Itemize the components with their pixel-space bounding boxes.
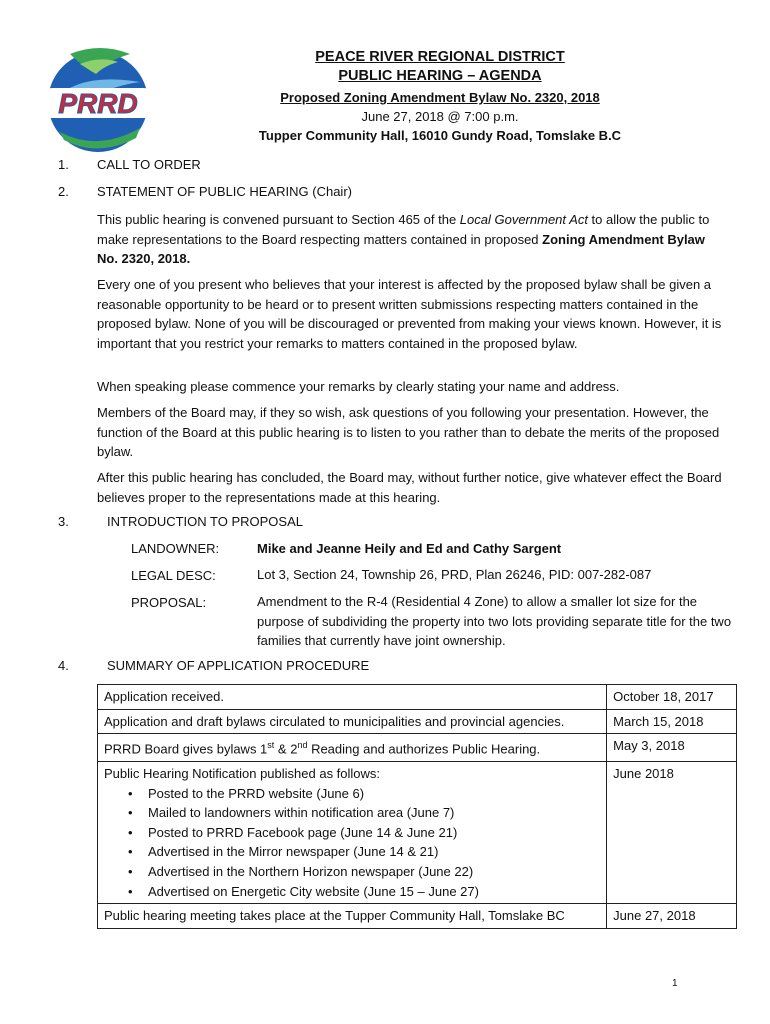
legal-desc-label: LEGAL DESC: [131, 568, 216, 583]
list-item: • Advertised in the Northern Horizon newspaper (June 22) [126, 862, 600, 882]
table-cell-date: March 15, 2018 [607, 709, 737, 734]
district-title: PEACE RIVER REGIONAL DISTRICT [315, 49, 565, 65]
application-procedure-table [97, 684, 737, 929]
list-item: • Advertised on Energetic City website (June 15 – June 27) [126, 882, 600, 902]
reading-text-3: Reading and authorizes Public Hearing. [307, 741, 541, 757]
item-4-title: SUMMARY OF APPLICATION PROCEDURE [107, 658, 370, 673]
list-item: • Posted to the PRRD website (June 6) [126, 784, 600, 804]
statement-paragraph-2: Every one of you present who believes that your interest is affected by the proposed bylaw shall be given a reasonable opportunity to be heard or to present written submissions respecting matters contained in the proposed bylaw. None of you will be discouraged or prevented from making your views known. However, it is important that you restrict your remarks to matters contained in the proposed bylaw. [97, 277, 722, 351]
statement-p1-bylaw: Zoning Amendment Bylaw No. 2320, 2018. [97, 231, 705, 267]
landowner-label: LANDOWNER: [131, 541, 220, 556]
list-item: • Advertised in the Mirror newspaper (June 14 & 21) [126, 842, 600, 862]
table-row [98, 734, 737, 762]
reading-sup-2: nd [297, 740, 308, 751]
hearing-title: PUBLIC HEARING – AGENDA [338, 68, 542, 84]
document-header [240, 48, 640, 145]
landowner-value: Mike and Jeanne Heily and Ed and Cathy Sargent [257, 541, 562, 556]
page-number: 1 [672, 978, 678, 989]
table-cell-step [98, 762, 607, 904]
table-cell-date: May 3, 2018 [607, 734, 737, 762]
notification-heading: Public Hearing Notification published as follows: [104, 766, 381, 782]
table-row [98, 709, 737, 734]
item-2-number: 2. [58, 184, 69, 199]
hearing-datetime: June 27, 2018 @ 7:00 p.m. [361, 109, 519, 124]
table-cell-date: October 18, 2017 [607, 685, 737, 710]
item-1-number: 1. [58, 157, 69, 172]
table-cell-date: June 2018 [607, 762, 737, 904]
table-row [98, 685, 737, 710]
item-2-title: STATEMENT OF PUBLIC HEARING (Chair) [97, 184, 352, 199]
hearing-location: Tupper Community Hall, 16010 Gundy Road, Tomslake B.C [258, 128, 622, 143]
prrd-logo [40, 42, 156, 158]
table-cell-date: June 27, 2018 [607, 904, 737, 929]
item-3-number: 3. [58, 514, 69, 529]
proposal-label: PROPOSAL: [131, 595, 207, 610]
reading-sup-1: st [267, 740, 275, 751]
statement-paragraph-4: Members of the Board may, if they so wish, ask questions of you following your presentation. However, the function of the Board at this public hearing is to listen to you rather than to debate the merits of the proposed bylaw. [97, 405, 720, 460]
bylaw-title: Proposed Zoning Amendment Bylaw No. 2320, 2018 [280, 90, 600, 105]
table-cell-step: Application received. [98, 685, 607, 710]
statement-paragraph-3: When speaking please commence your remarks by clearly stating your name and address. [97, 379, 620, 394]
logo-text: PRRD [58, 88, 138, 119]
statement-p1-act: Local Government Act [459, 212, 588, 227]
statement-p1-text-2: to allow the public to make representations to the Board respecting matters contained in proposed [97, 212, 710, 247]
table-cell-step: Public hearing meeting takes place at the Tupper Community Hall, Tomslake BC [98, 904, 607, 929]
item-3-title: INTRODUCTION TO PROPOSAL [107, 514, 303, 529]
table-row [98, 904, 737, 929]
reading-text-2: & 2 [274, 741, 298, 757]
reading-text: PRRD Board gives bylaws 1 [104, 741, 268, 757]
statement-paragraph-1 [97, 210, 727, 269]
table-row [98, 762, 737, 904]
item-4-number: 4. [58, 658, 69, 673]
statement-paragraph-5: After this public hearing has concluded, the Board may, without further notice, give whatever effect the Board believes proper to the representations made at this hearing. [97, 470, 722, 505]
table-cell-step: Application and draft bylaws circulated to municipalities and provincial agencies. [98, 709, 607, 734]
statement-p1-text: This public hearing is convened pursuant to Section 465 of the [97, 212, 460, 227]
proposal-value: Amendment to the R-4 (Residential 4 Zone) to allow a smaller lot size for the purpose of subdividing the property into two lots providing separate title for the two families that currently have joint ownership. [257, 594, 732, 649]
list-item: • Mailed to landowners within notification area (June 7) [126, 803, 600, 823]
legal-desc-value: Lot 3, Section 24, Township 26, PRD, Plan 26246, PID: 007-282-087 [257, 567, 652, 582]
list-item: • Posted to PRRD Facebook page (June 14 & June 21) [126, 823, 600, 843]
table-cell-step [98, 734, 607, 762]
item-1-title: CALL TO ORDER [97, 157, 201, 172]
notification-list [104, 784, 600, 902]
